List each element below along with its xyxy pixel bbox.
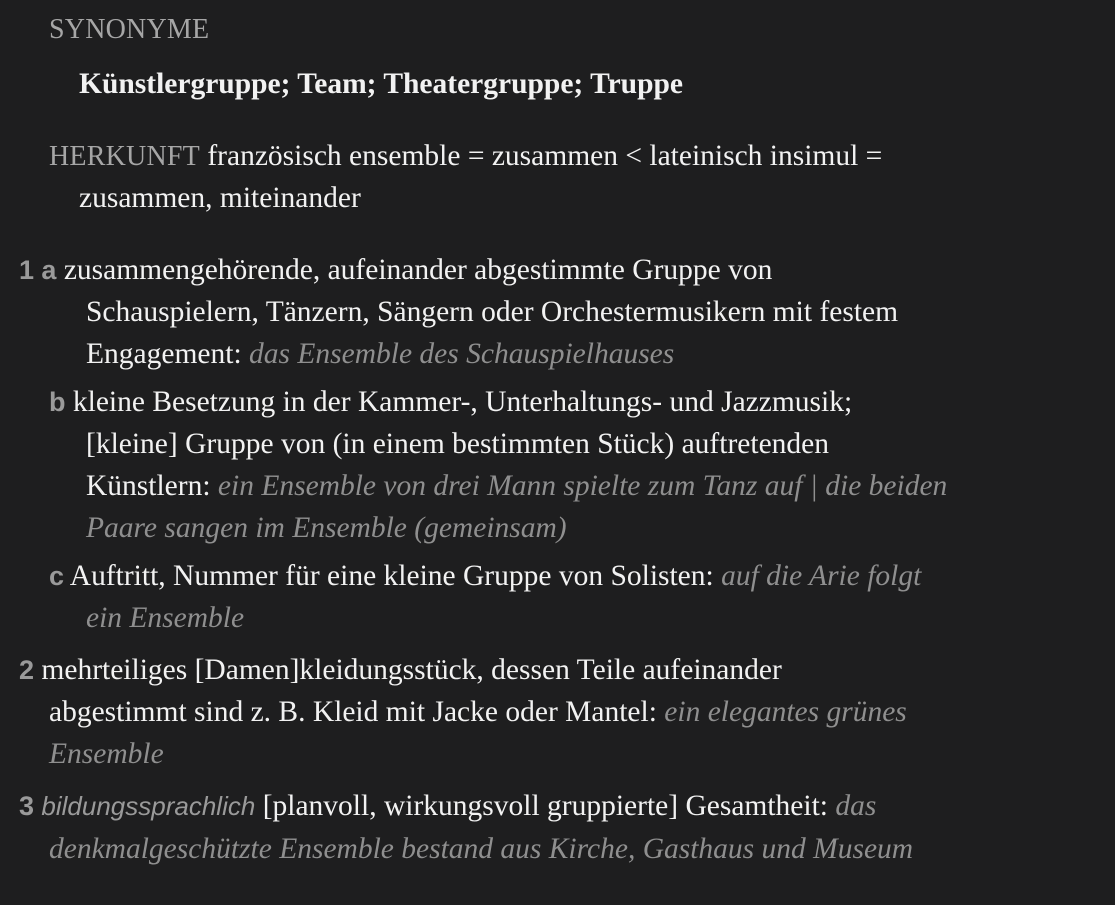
sense-1c-text-1: Auftritt, Nummer für eine kleine Gruppe von Solisten: xyxy=(69,560,714,592)
sense-2-text-1: mehrteiliges [Damen]kleidungsstück, dessen Teile aufeinander xyxy=(41,654,782,686)
herkunft-text-2: zusammen, miteinander xyxy=(79,182,361,214)
sense-2-number: 2 xyxy=(19,655,35,685)
sense-3-number: 3 xyxy=(19,791,35,821)
sense-1a-text-3: Engagement: xyxy=(86,338,242,370)
herkunft-label: HERKUNFT xyxy=(49,141,200,172)
sense-3-example-2: denkmalgeschützte Ensemble bestand aus Kirche, Gasthaus und Museum xyxy=(49,833,914,865)
sense-1a-letter: a xyxy=(41,255,57,285)
sense-1b-line-3 xyxy=(86,470,947,503)
sense-3-line-1 xyxy=(19,790,876,823)
herkunft-text-1: französisch ensemble = zusammen < lateinisch insimul = xyxy=(207,140,883,172)
sense-1b-text-2: [kleine] Gruppe von (in einem bestimmten Stück) auftretenden xyxy=(86,428,830,460)
sense-1c-letter: c xyxy=(49,561,65,591)
sense-2-example-2: Ensemble xyxy=(49,738,164,770)
sense-1a-line-3 xyxy=(86,338,674,371)
sense-2-line-2 xyxy=(49,696,907,729)
sense-1b-line-1 xyxy=(49,386,852,419)
sense-1-number: 1 xyxy=(19,255,35,285)
sense-2-text-2: abgestimmt sind z. B. Kleid mit Jacke oder Mantel: xyxy=(49,696,657,728)
sense-2-example-1: ein elegantes grünes xyxy=(664,696,907,728)
sense-1b-example-2: Paare sangen im Ensemble (gemeinsam) xyxy=(86,512,567,544)
sense-1c-line-1 xyxy=(49,560,921,593)
sense-1a-line-1 xyxy=(19,254,772,287)
sense-1c-example-2: ein Ensemble xyxy=(86,602,245,634)
sense-1b-letter: b xyxy=(49,387,66,417)
sense-3-text-1: [planvoll, wirkungsvoll gruppierte] Gesamtheit: xyxy=(262,790,828,822)
sense-1a-example: das Ensemble des Schauspielhauses xyxy=(249,338,675,370)
sense-1a-text-1: zusammengehörende, aufeinander abgestimmte Gruppe von xyxy=(63,254,773,286)
synonyme-text: Künstlergruppe; Team; Theatergruppe; Truppe xyxy=(79,68,683,100)
sense-1b-example-1: ein Ensemble von drei Mann spielte zum Tanz auf | die beiden xyxy=(217,470,948,502)
sense-2-line-1 xyxy=(19,654,782,687)
sense-1a-text-2: Schauspielern, Tänzern, Sängern oder Orchestermusikern mit festem xyxy=(86,296,899,328)
sense-3-register: bildungssprachlich xyxy=(41,791,256,821)
sense-1b-text-1: kleine Besetzung in der Kammer-, Unterhaltungs- und Jazzmusik; xyxy=(72,386,853,418)
synonyme-label: SYNONYME xyxy=(49,14,210,45)
sense-1c-example-1: auf die Arie folgt xyxy=(721,560,922,592)
sense-1b-text-3: Künstlern: xyxy=(86,470,211,502)
herkunft-line-1 xyxy=(49,140,882,173)
sense-3-example-1: das xyxy=(835,790,877,822)
